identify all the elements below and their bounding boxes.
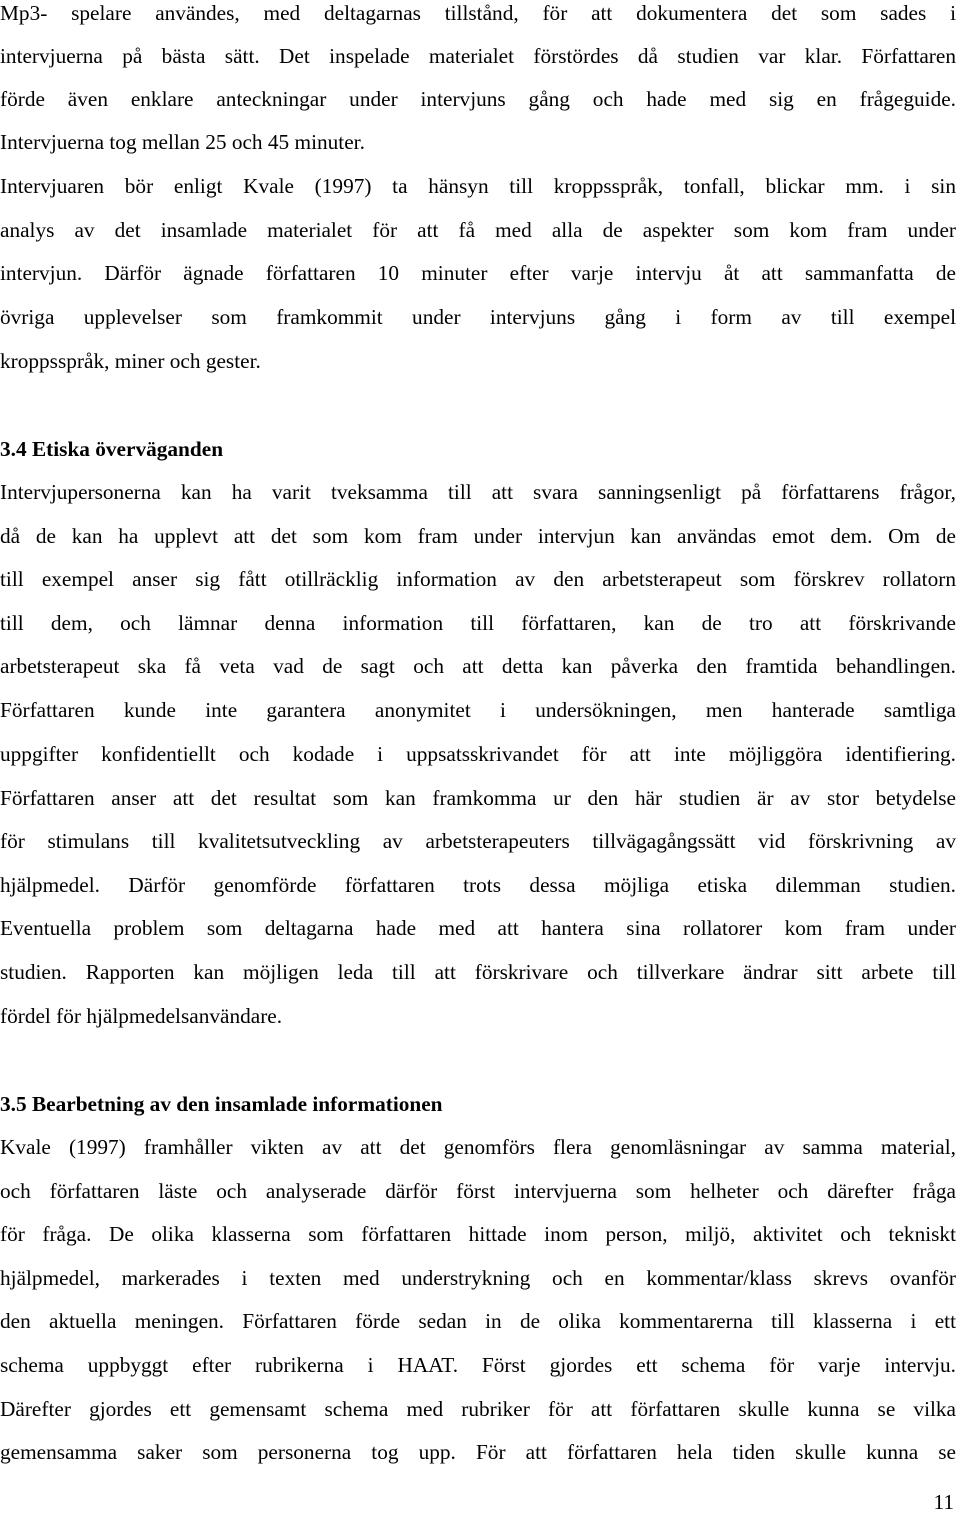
text-line: Därefter gjordes ett gemensamt schema med rubriker för att författaren skulle kunna se vilka xyxy=(0,1397,956,1421)
text-line: uppgifter konfidentiellt och kodade i uppsatsskrivandet för att inte möjliggöra identifiering. xyxy=(0,742,956,766)
text-line: övriga upplevelser som framkommit under intervjuns gång i form av till exempel xyxy=(0,305,956,329)
text-line: Intervjuaren bör enligt Kvale (1997) ta hänsyn till kroppsspråk, tonfall, blickar mm. i sin xyxy=(0,174,956,198)
text-line: intervjuerna på bästa sätt. Det inspelade materialet förstördes då studien var klar. Författaren xyxy=(0,44,956,68)
text-line: gemensamma saker som personerna tog upp. För att författaren hela tiden skulle kunna se xyxy=(0,1440,956,1464)
text-line: Eventuella problem som deltagarna hade med att hantera sina rollatorer kom fram under xyxy=(0,916,956,940)
text-line: Kvale (1997) framhåller vikten av att det genomförs flera genomläsningar av samma material, xyxy=(0,1135,956,1159)
text-line: schema uppbyggt efter rubrikerna i HAAT. Först gjordes ett schema för varje intervju. xyxy=(0,1353,956,1377)
text-line: Intervjupersonerna kan ha varit tveksamma till att svara sanningsenligt på författarens frågor, xyxy=(0,480,956,504)
text-line: kroppsspråk, miner och gester. xyxy=(0,349,261,373)
text-line: och författaren läste och analyserade därför först intervjuerna som helheter och därefter fråga xyxy=(0,1179,956,1203)
text-line: till exempel anser sig fått otillräcklig information av den arbetsterapeut som förskrev rollatorn xyxy=(0,567,956,591)
text-line: fördel för hjälpmedelsanvändare. xyxy=(0,1004,283,1028)
text-line: hjälpmedel. Därför genomförde författaren trots dessa möjliga etiska dilemman studien. xyxy=(0,873,956,897)
text-line: hjälpmedel, markerades i texten med understrykning och en kommentar/klass skrevs ovanför xyxy=(0,1266,956,1290)
section-heading: 3.4 Etiska överväganden xyxy=(0,437,224,461)
text-line: den aktuella meningen. Författaren förde sedan in de olika kommentarerna till klasserna i ett xyxy=(0,1309,956,1333)
text-line: för stimulans till kvalitetsutveckling av arbetsterapeuters tillvägagångssätt vid förskrivning av xyxy=(0,829,956,853)
text-line: till dem, och lämnar denna information till författaren, kan de tro att förskrivande xyxy=(0,611,956,635)
text-line: då de kan ha upplevt att det som kom fram under intervjun kan användas emot dem. Om de xyxy=(0,524,956,548)
text-line: för fråga. De olika klasserna som författaren hittade inom person, miljö, aktivitet och tekniskt xyxy=(0,1222,956,1246)
text-line: analys av det insamlade materialet för att få med alla de aspekter som kom fram under xyxy=(0,218,956,242)
section-heading: 3.5 Bearbetning av den insamlade informationen xyxy=(0,1092,443,1116)
page-number: 11 xyxy=(933,1490,954,1514)
text-line: Författaren anser att det resultat som kan framkomma ur den här studien är av stor betydelse xyxy=(0,786,956,810)
text-line: förde även enklare anteckningar under intervjuns gång och hade med sig en frågeguide. xyxy=(0,87,956,111)
text-line: Författaren kunde inte garantera anonymitet i undersökningen, men hanterade samtliga xyxy=(0,698,956,722)
text-line: Mp3- spelare användes, med deltagarnas tillstånd, för att dokumentera det som sades i xyxy=(0,1,956,25)
text-line: arbetsterapeut ska få veta vad de sagt och att detta kan påverka den framtida behandlingen. xyxy=(0,654,956,678)
text-line: Intervjuerna tog mellan 25 och 45 minuter. xyxy=(0,130,365,154)
text-line: intervjun. Därför ägnade författaren 10 minuter efter varje intervju åt att sammanfatta de xyxy=(0,261,956,285)
text-line: studien. Rapporten kan möjligen leda till att förskrivare och tillverkare ändrar sitt arbete till xyxy=(0,960,956,984)
